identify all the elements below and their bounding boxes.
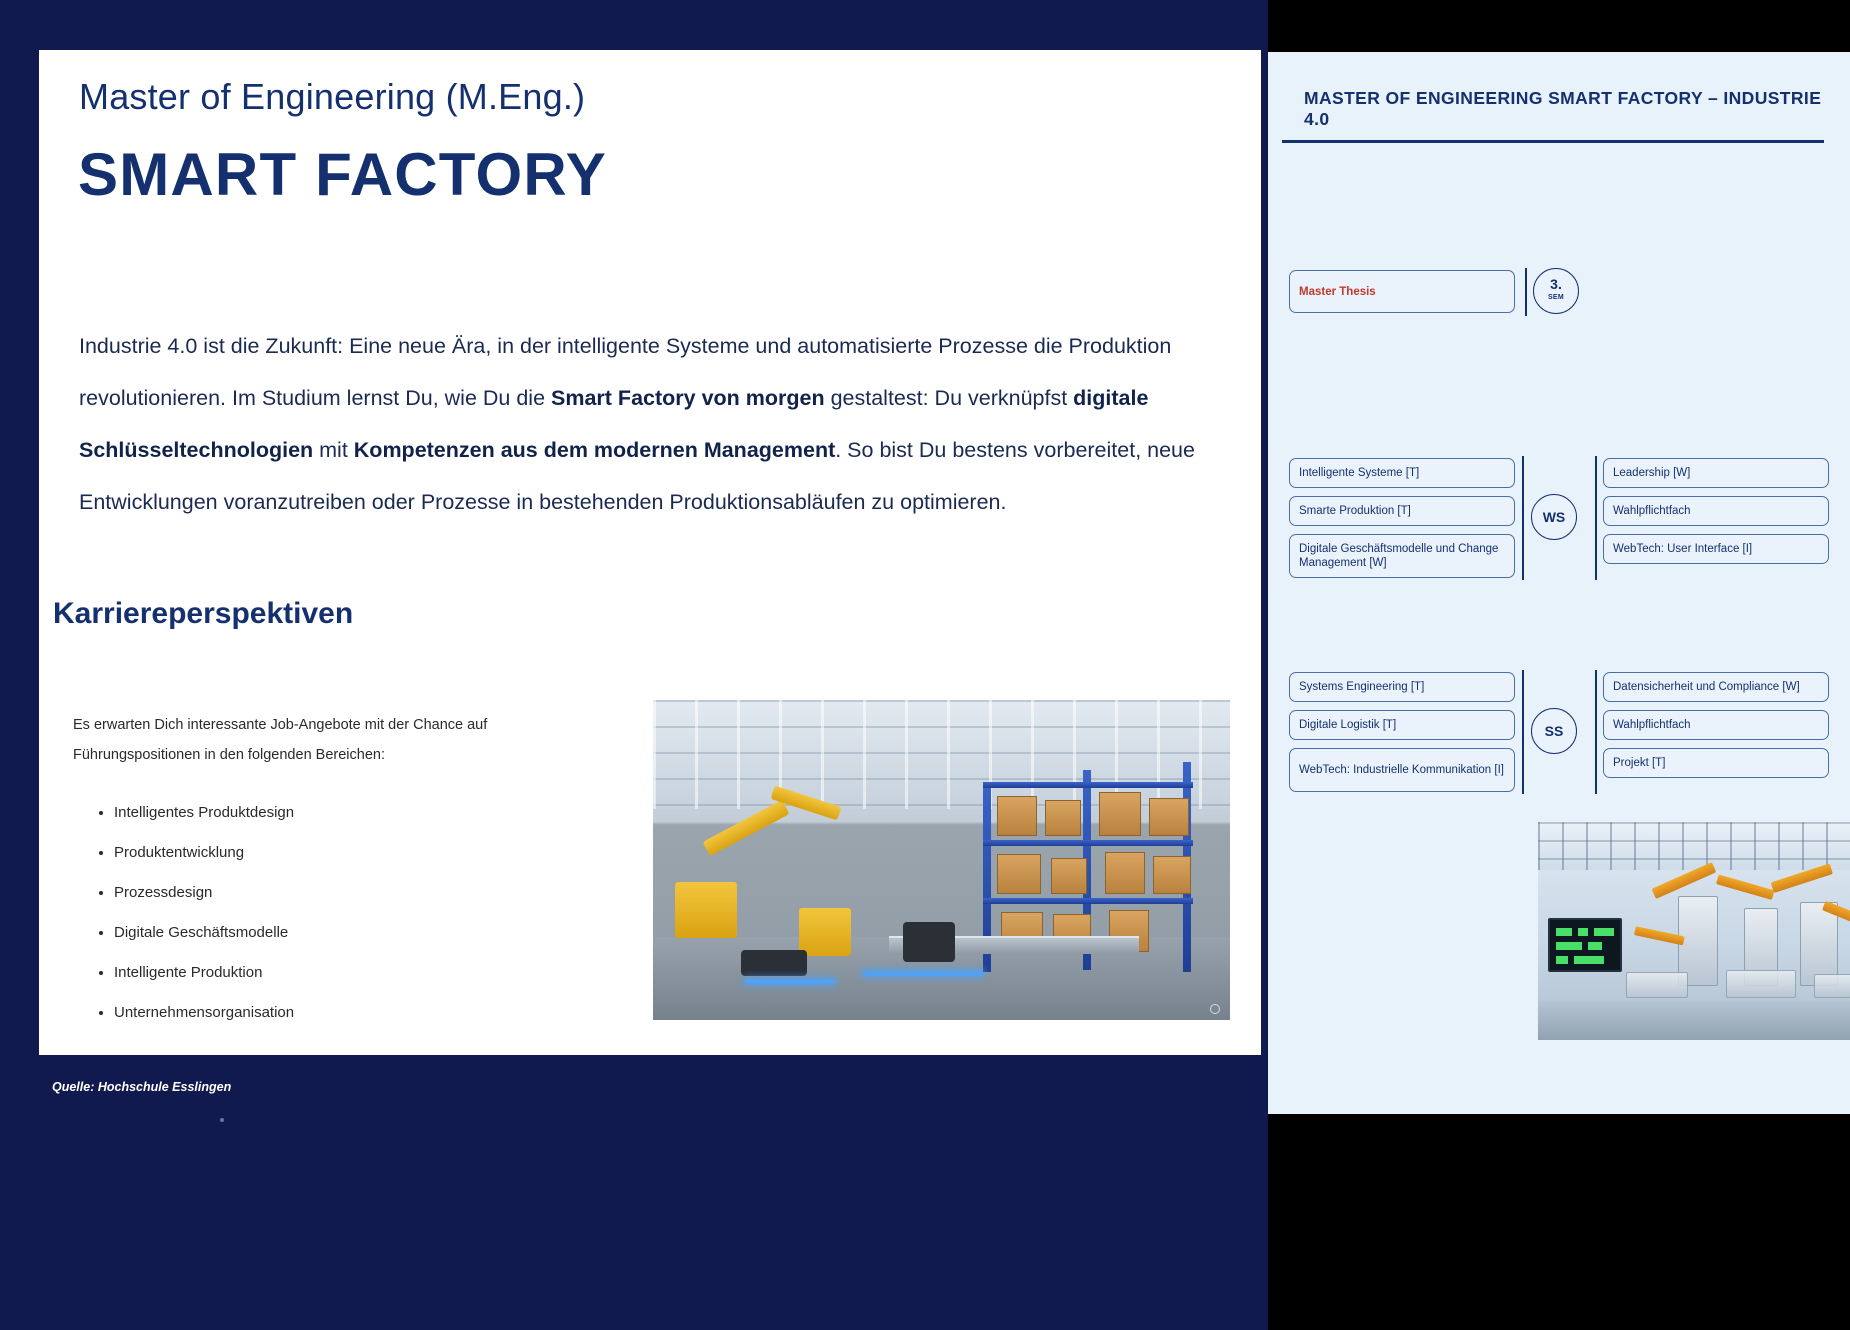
connector-line-ss-right [1595,670,1597,794]
semester-badge-3-number: 3. [1550,276,1562,292]
warehouse-automation-image [653,700,1230,1020]
career-list-item: • Intelligente Produktion [114,953,294,993]
decorative-dot [220,1118,224,1122]
module-master-thesis[interactable]: Master Thesis [1289,270,1515,313]
semester-badge-ss-number: SS [1544,722,1564,739]
connector-line-ws-left [1522,456,1524,580]
connector-line-ws-right [1595,456,1597,580]
module-digitale-geschaeftsmodelle[interactable]: Digitale Geschäftsmodelle und Change Management [W] [1289,534,1515,578]
career-list-item: • Unternehmensorganisation [114,993,294,1033]
career-list-item: • Digitale Geschäftsmodelle [114,913,294,953]
connector-line-3 [1525,268,1527,316]
module-projekt[interactable]: Projekt [T] [1603,748,1829,778]
module-digitale-logistik[interactable]: Digitale Logistik [T] [1289,710,1515,740]
career-list-item: • Produktentwicklung [114,833,294,873]
module-intelligente-systeme[interactable]: Intelligente Systeme [T] [1289,458,1515,488]
module-webtech-industrielle-kommunikation[interactable]: WebTech: Industrielle Kommunikation [I] [1289,748,1515,792]
curriculum-title: MASTER OF ENGINEERING SMART FACTORY – INDUSTRIE 4.0 [1304,88,1822,129]
module-leadership[interactable]: Leadership [W] [1603,458,1829,488]
module-smarte-produktion[interactable]: Smarte Produktion [T] [1289,496,1515,526]
page-title: SMART FACTORY [78,141,607,208]
degree-label: Master of Engineering (M.Eng.) [79,76,586,117]
module-wahlpflichtfach-ws[interactable]: Wahlpflichtfach [1603,496,1829,526]
smart-factory-image [1538,822,1850,1040]
career-list-item: • Prozessdesign [114,873,294,913]
career-list [92,793,294,1033]
semester-badge-ws-number: WS [1542,508,1566,525]
semester-badge-ws [1531,494,1577,540]
connector-line-ss-left [1522,670,1524,794]
career-section-title: Karriereperspektiven [53,597,354,630]
title-divider [1282,140,1824,143]
career-list-item: • Intelligentes Produktdesign [114,793,294,833]
module-wahlpflichtfach-ss[interactable]: Wahlpflichtfach [1603,710,1829,740]
career-lead-text: Es erwarten Dich interessante Job-Angebote mit der Chance auf Führungspositionen in den folgenden Bereichen: [73,717,488,763]
source-note: Quelle: Hochschule Esslingen [52,1080,232,1094]
module-webtech-user-interface[interactable]: WebTech: User Interface [I] [1603,534,1829,564]
intro-paragraph: Industrie 4.0 ist die Zukunft: Eine neue Ära, in der intelligente Systeme und automatisierte Prozesse die Produktion revolutionieren. Im Studium lernst Du, wie Du die Smart Factory von morgen gestaltest: Du verknüpfst digitale Schlüsseltechnologien mit Kompetenzen aus dem modernen Management. So bist Du bestens vorbereitet, neue Entwicklungen voranzutreiben oder Prozesse in bestehenden Produktionsabläufen zu optimieren. [79,334,1195,514]
semester-badge-ss [1531,708,1577,754]
semester-badge-3 [1533,268,1579,314]
module-systems-engineering[interactable]: Systems Engineering [T] [1289,672,1515,702]
module-datensicherheit-compliance[interactable]: Datensicherheit und Compliance [W] [1603,672,1829,702]
semester-badge-3-label: SEM [1547,294,1565,301]
